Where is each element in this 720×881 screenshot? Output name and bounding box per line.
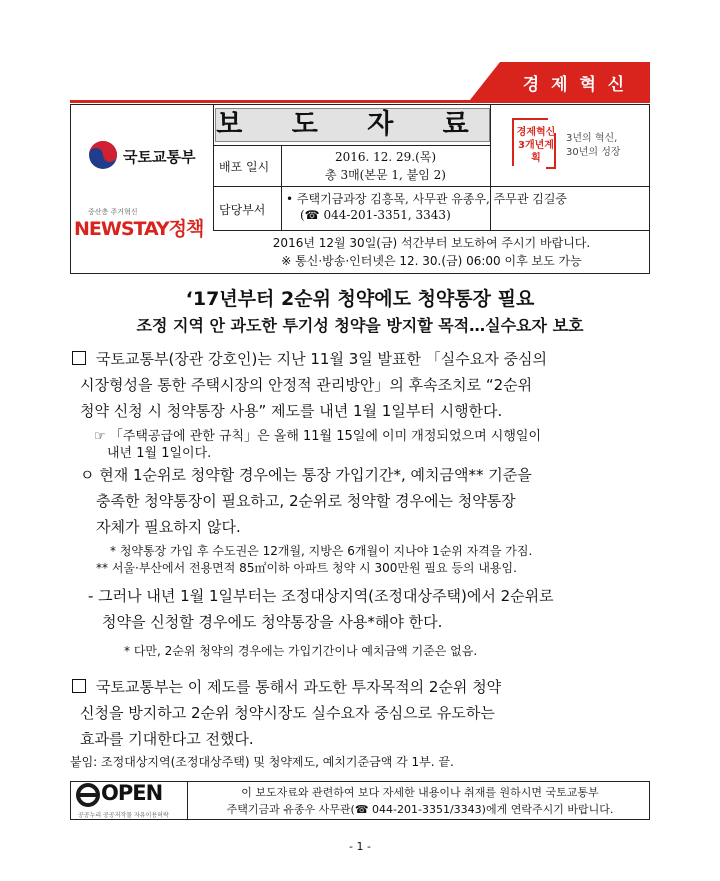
taegeuk-logo-icon	[88, 140, 118, 170]
category-banner	[500, 62, 650, 100]
newstay-logo: NEWSTAY정책	[74, 218, 204, 240]
page-number: - 1 -	[349, 840, 371, 853]
campaign-slogan	[566, 132, 621, 160]
header-divider	[213, 104, 214, 230]
footnote: * 다만, 2순위 청약의 경우에는 가입기간이나 예치금액 기준은 없음.	[124, 644, 478, 658]
body-line: 청약을 신청할 경우에도 청약통장을 사용*해야 한다.	[102, 613, 443, 631]
body-line: - 그러나 내년 1월 1일부터는 조정대상지역(조정대상주택)에서 2순위로	[88, 587, 554, 605]
distribution-label: 배포 일시	[219, 160, 270, 174]
body-line: 청약 신청 시 청약통장 사용” 제도를 내년 1월 1일부터 시행한다.	[80, 402, 503, 420]
header-divider	[213, 145, 490, 146]
body-line: 자체가 필요하지 않다.	[96, 518, 241, 536]
open-logo: OPEN	[101, 781, 163, 805]
contact-line: 이 보도자료와 관련하여 보다 자세한 내용이나 취재를 원하시면 국토교통부	[241, 786, 599, 799]
newstay-caption: 중산층 주거혁신	[88, 208, 138, 216]
embargo-line: 2016년 12월 30일(금) 석간부터 보도하여 주시기 바랍니다.	[272, 236, 591, 250]
header-divider	[490, 104, 491, 230]
bullet-box	[72, 679, 86, 693]
banner-underline	[70, 100, 650, 103]
embargo-line: ※ 통신·방송·인터넷은 12. 30.(금) 06:00 이후 보도 가능	[281, 254, 582, 268]
open-logo-icon	[76, 783, 100, 807]
department-phone: (☎ 044-201-3351, 3343)	[300, 208, 451, 222]
reference-line: ☞ 「주택공급에 관한 규칙」은 올해 11월 15일에 이미 개정되었으며 시행일이	[94, 429, 541, 444]
attachment-note: 붙임: 조정대상지역(조정대상주택) 및 청약제도, 예치기준금액 각 1부. 끝.	[70, 755, 454, 769]
body-line: 시장형성을 통한 주택시장의 안정적 관리방안」의 후속조치로 “2순위	[80, 376, 533, 394]
reference-line: 내년 1월 1일이다.	[107, 446, 212, 461]
body-line: 충족한 청약통장이 필요하고, 2순위로 청약할 경우에는 청약통장	[96, 492, 516, 510]
press-release-title: 보 도 자 료	[216, 109, 489, 140]
subheadline: 조정 지역 안 과도한 투기성 청약을 방지할 목적…실수요자 보호	[136, 316, 584, 335]
contact-line: 주택기금과 유종우 사무관(☎ 044-201-3351/3343)에게 연락주시기 바랍니다.	[226, 803, 614, 816]
body-line: 효과를 기대한다고 전했다.	[80, 730, 254, 748]
open-caption: 공공누리 공공저작물 자유이용허락	[78, 812, 169, 819]
category-banner-label: 경 제 혁 신	[522, 75, 628, 95]
campaign-slogan-line: 3년의 혁신,	[566, 133, 618, 144]
campaign-slogan-line: 30년의 성장	[566, 147, 621, 158]
banner-tail	[470, 62, 500, 100]
footnote: ** 서울·부산에서 전용면적 85㎡이하 아파트 청약 시 300만원 필요 등의 내용임.	[96, 561, 517, 575]
headline: ‘17년부터 2순위 청약에도 청약통장 필요	[185, 288, 535, 310]
body-line: ㅇ 현재 1순위로 청약할 경우에는 통장 가입기간*, 예치금액** 기준을	[80, 466, 532, 484]
department-label: 담당부서	[219, 203, 266, 217]
distribution-date: 2016. 12. 29.(목)	[334, 150, 437, 164]
header-divider	[213, 230, 650, 231]
body-line: 국토교통부는 이 제도를 통해서 과도한 투자목적의 2순위 청약	[96, 678, 502, 696]
distribution-pages: 총 3매(본문 1, 붙임 2)	[325, 168, 446, 182]
campaign-logo: 경제혁신 3개년계획	[516, 127, 556, 164]
bullet-box	[72, 351, 86, 365]
department-people: • 주택기금과장 김흥목, 사무관 유종우, 주무관 김길중	[286, 192, 568, 206]
header-divider	[213, 186, 650, 187]
footer-divider	[187, 781, 188, 820]
body-line: 국토교통부(장관 강호인)는 지난 11월 3일 발표한 「실수요자 중심의	[96, 350, 547, 368]
footnote: * 청약통장 가입 후 수도권은 12개월, 지방은 6개월이 지나야 1순위 자격을 가짐.	[110, 544, 533, 558]
ministry-name: 국토교통부	[123, 148, 196, 166]
body-line: 신청을 방지하고 2순위 청약시장도 실수요자 중심으로 유도하는	[80, 704, 495, 722]
